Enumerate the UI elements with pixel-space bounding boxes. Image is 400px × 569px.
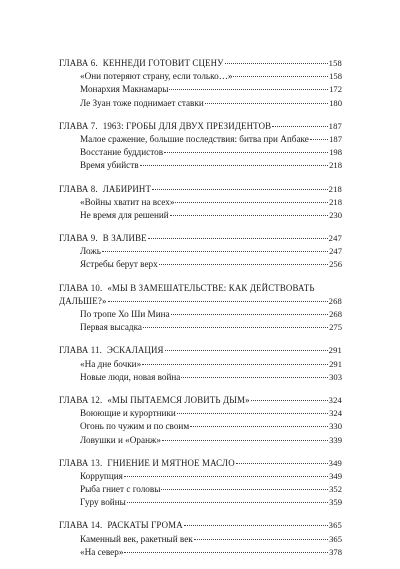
section-title: Коррупция [80,470,123,481]
section-title: Время убийств [80,160,139,171]
section-title: Огонь по чужим и по своим [80,421,190,432]
chapter-title: ЛАБИРИНТ [102,183,152,194]
page-number: 218 [329,160,342,171]
chapter-block [59,120,342,173]
chapter-block [59,183,342,223]
chapter-heading[interactable] [59,282,342,295]
chapter-heading[interactable] [59,457,342,470]
dot-leader [171,314,328,315]
page-number: 324 [328,394,342,405]
chapter-block [59,394,342,447]
page-number: 247 [329,246,342,257]
dot-leader [102,251,328,252]
page-number: 230 [329,209,342,220]
dot-leader [236,463,328,464]
section-entry[interactable] [59,496,342,509]
dot-leader [170,215,328,216]
section-entry[interactable] [59,470,342,483]
section-title: Ловушки и «Оранж» [80,434,161,445]
page-number: 349 [328,457,342,468]
section-entry[interactable] [59,533,342,546]
chapter-title: РАСКАТЫ ГРОМА [107,520,183,531]
page-number: 352 [329,484,342,495]
chapter-heading[interactable] [59,344,342,357]
chapter-title: ЭСКАЛАЦИЯ [107,345,164,356]
dot-leader [205,103,328,104]
chapter-title: 1963: ГРОБЫ ДЛЯ ДВУХ ПРЕЗИДЕНТОВ [102,120,272,131]
dot-leader [142,364,328,365]
page-number: 339 [329,434,342,445]
section-title: Новые люди, новая война [80,371,181,382]
page-number: 303 [329,371,342,382]
section-entry[interactable] [59,83,342,96]
dot-leader [140,165,329,166]
page-number: 330 [329,421,342,432]
chapter-heading[interactable] [59,519,342,532]
page-number: 198 [329,147,342,158]
chapter-title-continued: ДАЛЬШЕ?» [59,295,107,306]
section-entry[interactable] [59,258,342,271]
chapter-number: ГЛАВА 9. [59,233,98,244]
section-title: По тропе Хо Ши Мина [80,309,170,319]
dot-leader [190,426,328,427]
chapter-heading[interactable] [59,394,342,407]
dot-leader [177,413,328,414]
chapter-title: «МЫ ПЫТАЕМСЯ ЛОВИТЬ ДЫМ» [107,394,250,405]
page-number: 268 [328,295,342,306]
page-number: 218 [328,183,342,194]
section-entry[interactable] [59,434,342,447]
section-entry[interactable] [59,407,342,420]
chapter-number: ГЛАВА 11. [59,345,102,356]
dot-leader [165,350,328,351]
page-number: 180 [329,97,342,108]
section-entry[interactable] [59,358,342,371]
chapter-number: ГЛАВА 14. [59,520,103,531]
chapter-title: В ЗАЛИВЕ [102,233,147,244]
page-number: 275 [329,322,342,333]
page-number: 365 [329,533,342,544]
section-entry[interactable] [59,420,342,433]
page-number: 172 [329,84,342,95]
dot-leader [124,552,328,553]
chapter-title: «МЫ В ЗАМЕШАТЕЛЬСТВЕ: КАК ДЕЙСТВОВАТЬ [107,282,315,293]
dot-leader [159,264,328,265]
dot-leader [233,76,328,77]
dot-leader [194,539,328,540]
chapter-block [59,232,342,272]
section-title: Ле Зуан тоже поднимает ставки [80,97,204,108]
section-entry[interactable] [59,371,342,384]
dot-leader [181,377,328,378]
section-title: Малое сражение, большие последствия: битва при Апбаке [80,133,309,144]
dot-leader [152,189,328,190]
page-number: 218 [329,196,342,207]
section-entry[interactable] [59,70,342,83]
section-entry[interactable] [59,321,342,334]
section-entry[interactable] [59,196,342,209]
chapter-title: ГНИЕНИЕ И МЯТНОЕ МАСЛО [107,457,235,468]
dot-leader [225,63,328,64]
dot-leader [310,139,328,140]
page-number: 247 [328,233,342,244]
section-title: Рыба гниет с головы [80,484,161,495]
section-entry[interactable] [59,146,342,159]
chapter-number: ГЛАВА 8. [59,183,98,194]
chapter-number: ГЛАВА 10. [59,282,103,293]
page-number: 359 [329,497,342,508]
page-number: 378 [329,546,342,557]
section-title: Каменный век, ракетный век [80,533,193,544]
dot-leader [184,525,328,526]
dot-leader [272,126,327,127]
page-number: 268 [329,309,342,319]
section-title: «На дне бочки» [80,358,142,369]
section-title: Первая высадка [80,322,142,333]
dot-leader [251,400,328,401]
section-title: Ястребы берут верх [80,259,158,270]
dot-leader [148,238,328,239]
section-title: «На север» [80,546,124,557]
dot-leader [124,476,328,477]
chapter-block [59,519,342,559]
section-title: «Войны хватит на всех» [80,196,175,207]
page-number: 158 [329,71,342,82]
section-title: «Они потеряют страну, если только…» [80,71,233,82]
chapter-heading[interactable] [59,183,342,196]
chapter-heading[interactable] [59,120,342,133]
section-entry[interactable] [59,97,342,110]
dot-leader [169,89,328,90]
chapter-number: ГЛАВА 12. [59,394,103,405]
dot-leader [143,327,328,328]
section-entry[interactable] [59,546,342,559]
chapter-block [59,282,342,335]
section-entry[interactable] [59,308,342,321]
page-number: 291 [329,358,342,369]
chapter-block [59,457,342,510]
chapter-title: КЕННЕДИ ГОТОВИТ СЦЕНУ [102,58,224,68]
page-number: 158 [328,58,342,68]
chapter-number: ГЛАВА 7. [59,120,98,131]
section-entry[interactable] [59,245,342,258]
section-entry[interactable] [59,133,342,146]
table-of-contents [59,57,342,569]
chapter-number: ГЛАВА 13. [59,457,103,468]
dot-leader [161,489,328,490]
chapter-number: ГЛАВА 6. [59,58,98,68]
section-title: Восстание буддистов [80,147,164,158]
page-number: 349 [329,470,342,481]
page-number: 187 [328,120,342,131]
page-number: 187 [329,133,342,144]
chapter-heading[interactable] [59,57,342,70]
page-number: 256 [329,259,342,270]
section-entry[interactable] [59,209,342,222]
chapter-heading-continued[interactable] [59,295,342,308]
page-number: 291 [328,345,342,356]
section-title: Гуру войны [80,497,126,508]
dot-leader [164,152,328,153]
page-number: 324 [329,408,342,419]
section-title: Монархия Макнамары [80,84,169,95]
section-entry[interactable] [59,483,342,496]
dot-leader [108,301,328,302]
section-title: Не время для решений [80,209,169,220]
chapter-heading[interactable] [59,232,342,245]
section-title: Ложь [80,246,101,257]
dot-leader [162,440,328,441]
chapter-block [59,57,342,110]
section-entry[interactable] [59,159,342,172]
dot-leader [127,502,328,503]
section-title: Воюющие и курортники [80,408,176,419]
page-number: 365 [328,520,342,531]
chapter-block [59,344,342,384]
dot-leader [175,202,328,203]
